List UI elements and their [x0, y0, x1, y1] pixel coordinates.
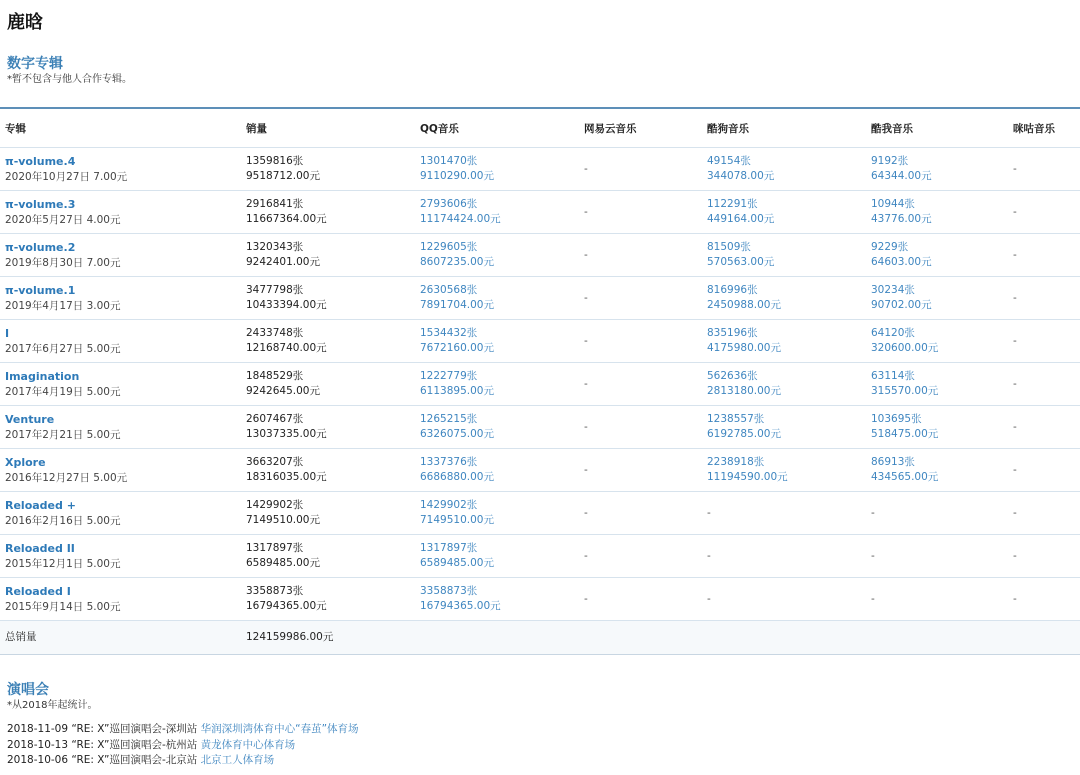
kugou-music-count-link[interactable]: 816996张 [707, 284, 758, 296]
kuwo-music-cell [866, 277, 1008, 320]
kuwo-music-count-link[interactable]: 63114张 [871, 370, 915, 382]
migu-music-cell [1008, 535, 1080, 578]
kuwo-music-cell [866, 148, 1008, 191]
qq-music-amount-link[interactable]: 7149510.00元 [420, 514, 494, 526]
album-name-link[interactable]: Reloaded + [5, 498, 76, 512]
qq-music-count-link[interactable]: 2630568张 [420, 284, 478, 296]
sales-amount: 6589485.00元 [246, 557, 320, 569]
migu-music-value: - [1013, 592, 1017, 605]
kuwo-music-amount-link[interactable]: 64344.00元 [871, 170, 932, 182]
kugou-music-amount-link[interactable]: 6192785.00元 [707, 428, 781, 440]
concert-venue-link[interactable]: 北京工人体育场 [200, 754, 275, 766]
netease-music-value: - [584, 334, 588, 347]
album-release-date: 2016年2月16日 5.00元 [5, 514, 121, 527]
album-name-link[interactable]: I [5, 326, 10, 340]
qq-music-amount-link[interactable]: 6326075.00元 [420, 428, 494, 440]
qq-music-count-link[interactable]: 1337376张 [420, 456, 478, 468]
sales-cell [241, 492, 415, 535]
netease-music-cell [579, 234, 702, 277]
netease-music-value: - [584, 205, 588, 218]
kuwo-music-cell [866, 406, 1008, 449]
table-row [0, 277, 1080, 320]
kuwo-music-amount-link[interactable]: 518475.00元 [871, 428, 939, 440]
sales-amount: 10433394.00元 [246, 299, 327, 311]
kuwo-music-value: - [871, 592, 875, 605]
kuwo-music-cell [866, 492, 1008, 535]
kugou-music-amount-link[interactable]: 4175980.00元 [707, 342, 781, 354]
kugou-music-cell [702, 363, 866, 406]
kuwo-music-cell [866, 363, 1008, 406]
table-row [0, 535, 1080, 578]
kuwo-music-amount-link[interactable]: 64603.00元 [871, 256, 932, 268]
kugou-music-cell [702, 148, 866, 191]
kugou-music-cell [702, 191, 866, 234]
migu-music-cell [1008, 234, 1080, 277]
sales-count: 3358873张 [246, 585, 304, 597]
concert-venue-link[interactable]: 华润深圳湾体育中心“春茧”体育场 [200, 723, 359, 735]
netease-music-cell [579, 535, 702, 578]
album-release-date: 2017年4月19日 5.00元 [5, 385, 121, 398]
kugou-music-count-link[interactable]: 49154张 [707, 155, 751, 167]
sales-amount: 16794365.00元 [246, 600, 327, 612]
album-sales-table [0, 107, 1080, 655]
qq-music-amount-link[interactable]: 7891704.00元 [420, 299, 494, 311]
concert-item-text: 2018-11-09 “RE: X”巡回演唱会-深圳站 [7, 723, 198, 735]
netease-music-value: - [584, 506, 588, 519]
sales-amount: 9242401.00元 [246, 256, 320, 268]
digital-albums-heading: 数字专辑 [7, 56, 63, 72]
netease-music-cell [579, 578, 702, 621]
page-title: 鹿晗 [7, 12, 43, 33]
album-cell [0, 320, 241, 363]
sales-cell [241, 277, 415, 320]
kuwo-music-count-link[interactable]: 9192张 [871, 155, 909, 167]
migu-music-value: - [1013, 334, 1017, 347]
migu-music-value: - [1013, 463, 1017, 476]
kuwo-music-cell [866, 535, 1008, 578]
sales-amount: 18316035.00元 [246, 471, 327, 483]
album-release-date: 2017年6月27日 5.00元 [5, 342, 121, 355]
qq-music-cell [415, 449, 579, 492]
kugou-music-cell [702, 277, 866, 320]
table-row [0, 578, 1080, 621]
netease-music-value: - [584, 291, 588, 304]
album-cell [0, 578, 241, 621]
qq-music-cell [415, 535, 579, 578]
concert-item-text: 2018-10-06 “RE: X”巡回演唱会-北京站 [7, 754, 198, 766]
kugou-music-cell [702, 406, 866, 449]
total-sales-value: 124159986.00元 [241, 621, 415, 655]
migu-music-value: - [1013, 420, 1017, 433]
column-header-migu-music: 咪咕音乐 [1008, 108, 1080, 148]
album-cell [0, 535, 241, 578]
album-cell [0, 406, 241, 449]
qq-music-count-link[interactable]: 1265215张 [420, 413, 478, 425]
qq-music-amount-link[interactable]: 16794365.00元 [420, 600, 501, 612]
migu-music-cell [1008, 406, 1080, 449]
netease-music-value: - [584, 592, 588, 605]
migu-music-cell [1008, 578, 1080, 621]
table-row [0, 492, 1080, 535]
migu-music-cell [1008, 148, 1080, 191]
netease-music-value: - [584, 463, 588, 476]
qq-music-amount-link[interactable]: 7672160.00元 [420, 342, 494, 354]
album-cell [0, 277, 241, 320]
table-row [0, 320, 1080, 363]
table-row [0, 406, 1080, 449]
concert-item-text: 2018-10-13 “RE: X”巡回演唱会-杭州站 [7, 738, 198, 751]
album-release-date: 2017年2月21日 5.00元 [5, 428, 121, 441]
sales-count: 3477798张 [246, 284, 304, 296]
kuwo-music-cell [866, 449, 1008, 492]
qq-music-count-link[interactable]: 1429902张 [420, 499, 478, 511]
album-cell [0, 492, 241, 535]
qq-music-count-link[interactable]: 1229605张 [420, 241, 478, 253]
concert-item [7, 753, 359, 769]
album-name-link[interactable]: Xplore [5, 455, 46, 469]
kuwo-music-count-link[interactable]: 10944张 [871, 198, 915, 210]
kuwo-music-amount-link[interactable]: 315570.00元 [871, 385, 939, 397]
qq-music-amount-link[interactable]: 9110290.00元 [420, 170, 494, 182]
kugou-music-cell [702, 492, 866, 535]
qq-music-amount-link[interactable]: 11174424.00元 [420, 213, 501, 225]
sales-cell [241, 578, 415, 621]
sales-count: 1317897张 [246, 542, 304, 554]
sales-cell [241, 234, 415, 277]
qq-music-count-link[interactable]: 2793606张 [420, 198, 478, 210]
migu-music-value: - [1013, 549, 1017, 562]
qq-music-count-link[interactable]: 1317897张 [420, 542, 478, 554]
qq-music-count-link[interactable]: 1534432张 [420, 327, 478, 339]
sales-count: 2433748张 [246, 327, 304, 339]
qq-music-cell [415, 148, 579, 191]
kugou-music-count-link[interactable]: 835196张 [707, 327, 758, 339]
qq-music-cell [415, 234, 579, 277]
netease-music-cell [579, 191, 702, 234]
album-name-link[interactable]: Venture [5, 412, 55, 426]
qq-music-cell [415, 320, 579, 363]
netease-music-cell [579, 406, 702, 449]
netease-music-cell [579, 492, 702, 535]
sales-cell [241, 191, 415, 234]
sales-cell [241, 535, 415, 578]
album-cell [0, 148, 241, 191]
qq-music-cell [415, 277, 579, 320]
qq-music-cell [415, 363, 579, 406]
album-name-link[interactable]: Reloaded I [5, 584, 71, 598]
column-header-qq-music: QQ音乐 [415, 108, 579, 148]
netease-music-value: - [584, 377, 588, 390]
kuwo-music-amount-link[interactable]: 90702.00元 [871, 299, 932, 311]
kuwo-music-amount-link[interactable]: 43776.00元 [871, 213, 932, 225]
album-release-date: 2020年5月27日 4.00元 [5, 213, 121, 226]
album-cell [0, 234, 241, 277]
sales-cell [241, 148, 415, 191]
column-header-netease-music: 网易云音乐 [579, 108, 702, 148]
album-name-link[interactable]: Reloaded II [5, 541, 75, 555]
concert-list [7, 722, 359, 769]
qq-music-amount-link[interactable]: 6113895.00元 [420, 385, 494, 397]
album-cell [0, 449, 241, 492]
kuwo-music-cell [866, 234, 1008, 277]
qq-music-cell [415, 191, 579, 234]
concerts-heading: 演唱会 [7, 682, 49, 698]
table-row [0, 191, 1080, 234]
kugou-music-amount-link[interactable]: 2813180.00元 [707, 385, 781, 397]
qq-music-amount-link[interactable]: 6589485.00元 [420, 557, 494, 569]
sales-count: 1429902张 [246, 499, 304, 511]
album-cell [0, 191, 241, 234]
album-release-date: 2019年4月17日 3.00元 [5, 299, 121, 312]
column-header-kugou-music: 酷狗音乐 [702, 108, 866, 148]
table-row [0, 148, 1080, 191]
migu-music-cell [1008, 277, 1080, 320]
migu-music-value: - [1013, 162, 1017, 175]
table-row [0, 363, 1080, 406]
qq-music-cell [415, 578, 579, 621]
kugou-music-cell [702, 535, 866, 578]
kugou-music-count-link[interactable]: 112291张 [707, 198, 758, 210]
qq-music-cell [415, 492, 579, 535]
kuwo-music-count-link[interactable]: 9229张 [871, 241, 909, 253]
migu-music-cell [1008, 492, 1080, 535]
kugou-music-cell [702, 449, 866, 492]
kugou-music-cell [702, 320, 866, 363]
kugou-music-value: - [707, 592, 711, 605]
kuwo-music-cell [866, 320, 1008, 363]
netease-music-cell [579, 363, 702, 406]
qq-music-count-link[interactable]: 1301470张 [420, 155, 478, 167]
kuwo-music-count-link[interactable]: 64120张 [871, 327, 915, 339]
netease-music-value: - [584, 420, 588, 433]
sales-count: 2607467张 [246, 413, 304, 425]
kuwo-music-amount-link[interactable]: 320600.00元 [871, 342, 939, 354]
netease-music-value: - [584, 162, 588, 175]
album-release-date: 2015年9月14日 5.00元 [5, 600, 121, 613]
sales-amount: 9242645.00元 [246, 385, 320, 397]
migu-music-value: - [1013, 248, 1017, 261]
concert-item [7, 738, 359, 754]
album-release-date: 2019年8月30日 7.00元 [5, 256, 121, 269]
sales-amount: 12168740.00元 [246, 342, 327, 354]
kuwo-music-cell [866, 578, 1008, 621]
column-header-album: 专辑 [0, 108, 241, 148]
album-cell [0, 363, 241, 406]
album-name-link[interactable]: Imagination [5, 369, 80, 383]
kuwo-music-value: - [871, 549, 875, 562]
column-header-sales: 销量 [241, 108, 415, 148]
netease-music-cell [579, 148, 702, 191]
kuwo-music-count-link[interactable]: 103695张 [871, 413, 922, 425]
netease-music-cell [579, 320, 702, 363]
concerts-note: *从2018年起统计。 [7, 700, 98, 711]
sales-amount: 7149510.00元 [246, 514, 320, 526]
netease-music-value: - [584, 549, 588, 562]
album-release-date: 2020年10月27日 7.00元 [5, 170, 128, 183]
sales-count: 2916841张 [246, 198, 304, 210]
qq-music-count-link[interactable]: 3358873张 [420, 585, 478, 597]
digital-albums-note: *暂不包含与他人合作专辑。 [7, 74, 132, 85]
album-name-link[interactable]: π-volume.3 [5, 197, 76, 211]
table-header-row [0, 108, 1080, 148]
migu-music-cell [1008, 449, 1080, 492]
kugou-music-value: - [707, 506, 711, 519]
migu-music-value: - [1013, 506, 1017, 519]
concert-venue-link[interactable]: 黄龙体育中心体育场 [200, 738, 296, 751]
album-name-link[interactable]: π-volume.1 [5, 283, 76, 297]
column-header-kuwo-music: 酷我音乐 [866, 108, 1008, 148]
sales-cell [241, 363, 415, 406]
sales-amount: 13037335.00元 [246, 428, 327, 440]
kuwo-music-count-link[interactable]: 30234张 [871, 284, 915, 296]
kugou-music-amount-link[interactable]: 449164.00元 [707, 213, 775, 225]
kugou-music-amount-link[interactable]: 570563.00元 [707, 256, 775, 268]
sales-count: 1359816张 [246, 155, 304, 167]
qq-music-amount-link[interactable]: 8607235.00元 [420, 256, 494, 268]
sales-count: 3663207张 [246, 456, 304, 468]
album-release-date: 2015年12月1日 5.00元 [5, 557, 121, 570]
sales-cell [241, 449, 415, 492]
migu-music-cell [1008, 320, 1080, 363]
album-name-link[interactable]: π-volume.2 [5, 240, 76, 254]
kugou-music-cell [702, 234, 866, 277]
migu-music-cell [1008, 363, 1080, 406]
migu-music-value: - [1013, 377, 1017, 390]
kuwo-music-count-link[interactable]: 86913张 [871, 456, 915, 468]
qq-music-amount-link[interactable]: 6686880.00元 [420, 471, 494, 483]
sales-amount: 9518712.00元 [246, 170, 320, 182]
kuwo-music-value: - [871, 506, 875, 519]
kugou-music-amount-link[interactable]: 2450988.00元 [707, 299, 781, 311]
table-row [0, 234, 1080, 277]
album-release-date: 2016年12月27日 5.00元 [5, 471, 128, 484]
migu-music-cell [1008, 191, 1080, 234]
migu-music-value: - [1013, 291, 1017, 304]
sales-cell [241, 320, 415, 363]
table-row [0, 449, 1080, 492]
sales-cell [241, 406, 415, 449]
kugou-music-count-link[interactable]: 1238557张 [707, 413, 765, 425]
sales-count: 1848529张 [246, 370, 304, 382]
kugou-music-count-link[interactable]: 81509张 [707, 241, 751, 253]
kugou-music-count-link[interactable]: 2238918张 [707, 456, 765, 468]
kugou-music-amount-link[interactable]: 11194590.00元 [707, 471, 788, 483]
sales-amount: 11667364.00元 [246, 213, 327, 225]
netease-music-value: - [584, 248, 588, 261]
total-sales-label: 总销量 [0, 621, 241, 655]
kugou-music-cell [702, 578, 866, 621]
total-sales-row [0, 621, 1080, 655]
migu-music-value: - [1013, 205, 1017, 218]
qq-music-count-link[interactable]: 1222779张 [420, 370, 478, 382]
kugou-music-value: - [707, 549, 711, 562]
kuwo-music-amount-link[interactable]: 434565.00元 [871, 471, 939, 483]
concert-item [7, 722, 359, 738]
album-name-link[interactable]: π-volume.4 [5, 154, 76, 168]
qq-music-cell [415, 406, 579, 449]
netease-music-cell [579, 277, 702, 320]
kugou-music-amount-link[interactable]: 344078.00元 [707, 170, 775, 182]
netease-music-cell [579, 449, 702, 492]
kuwo-music-cell [866, 191, 1008, 234]
kugou-music-count-link[interactable]: 562636张 [707, 370, 758, 382]
sales-count: 1320343张 [246, 241, 304, 253]
